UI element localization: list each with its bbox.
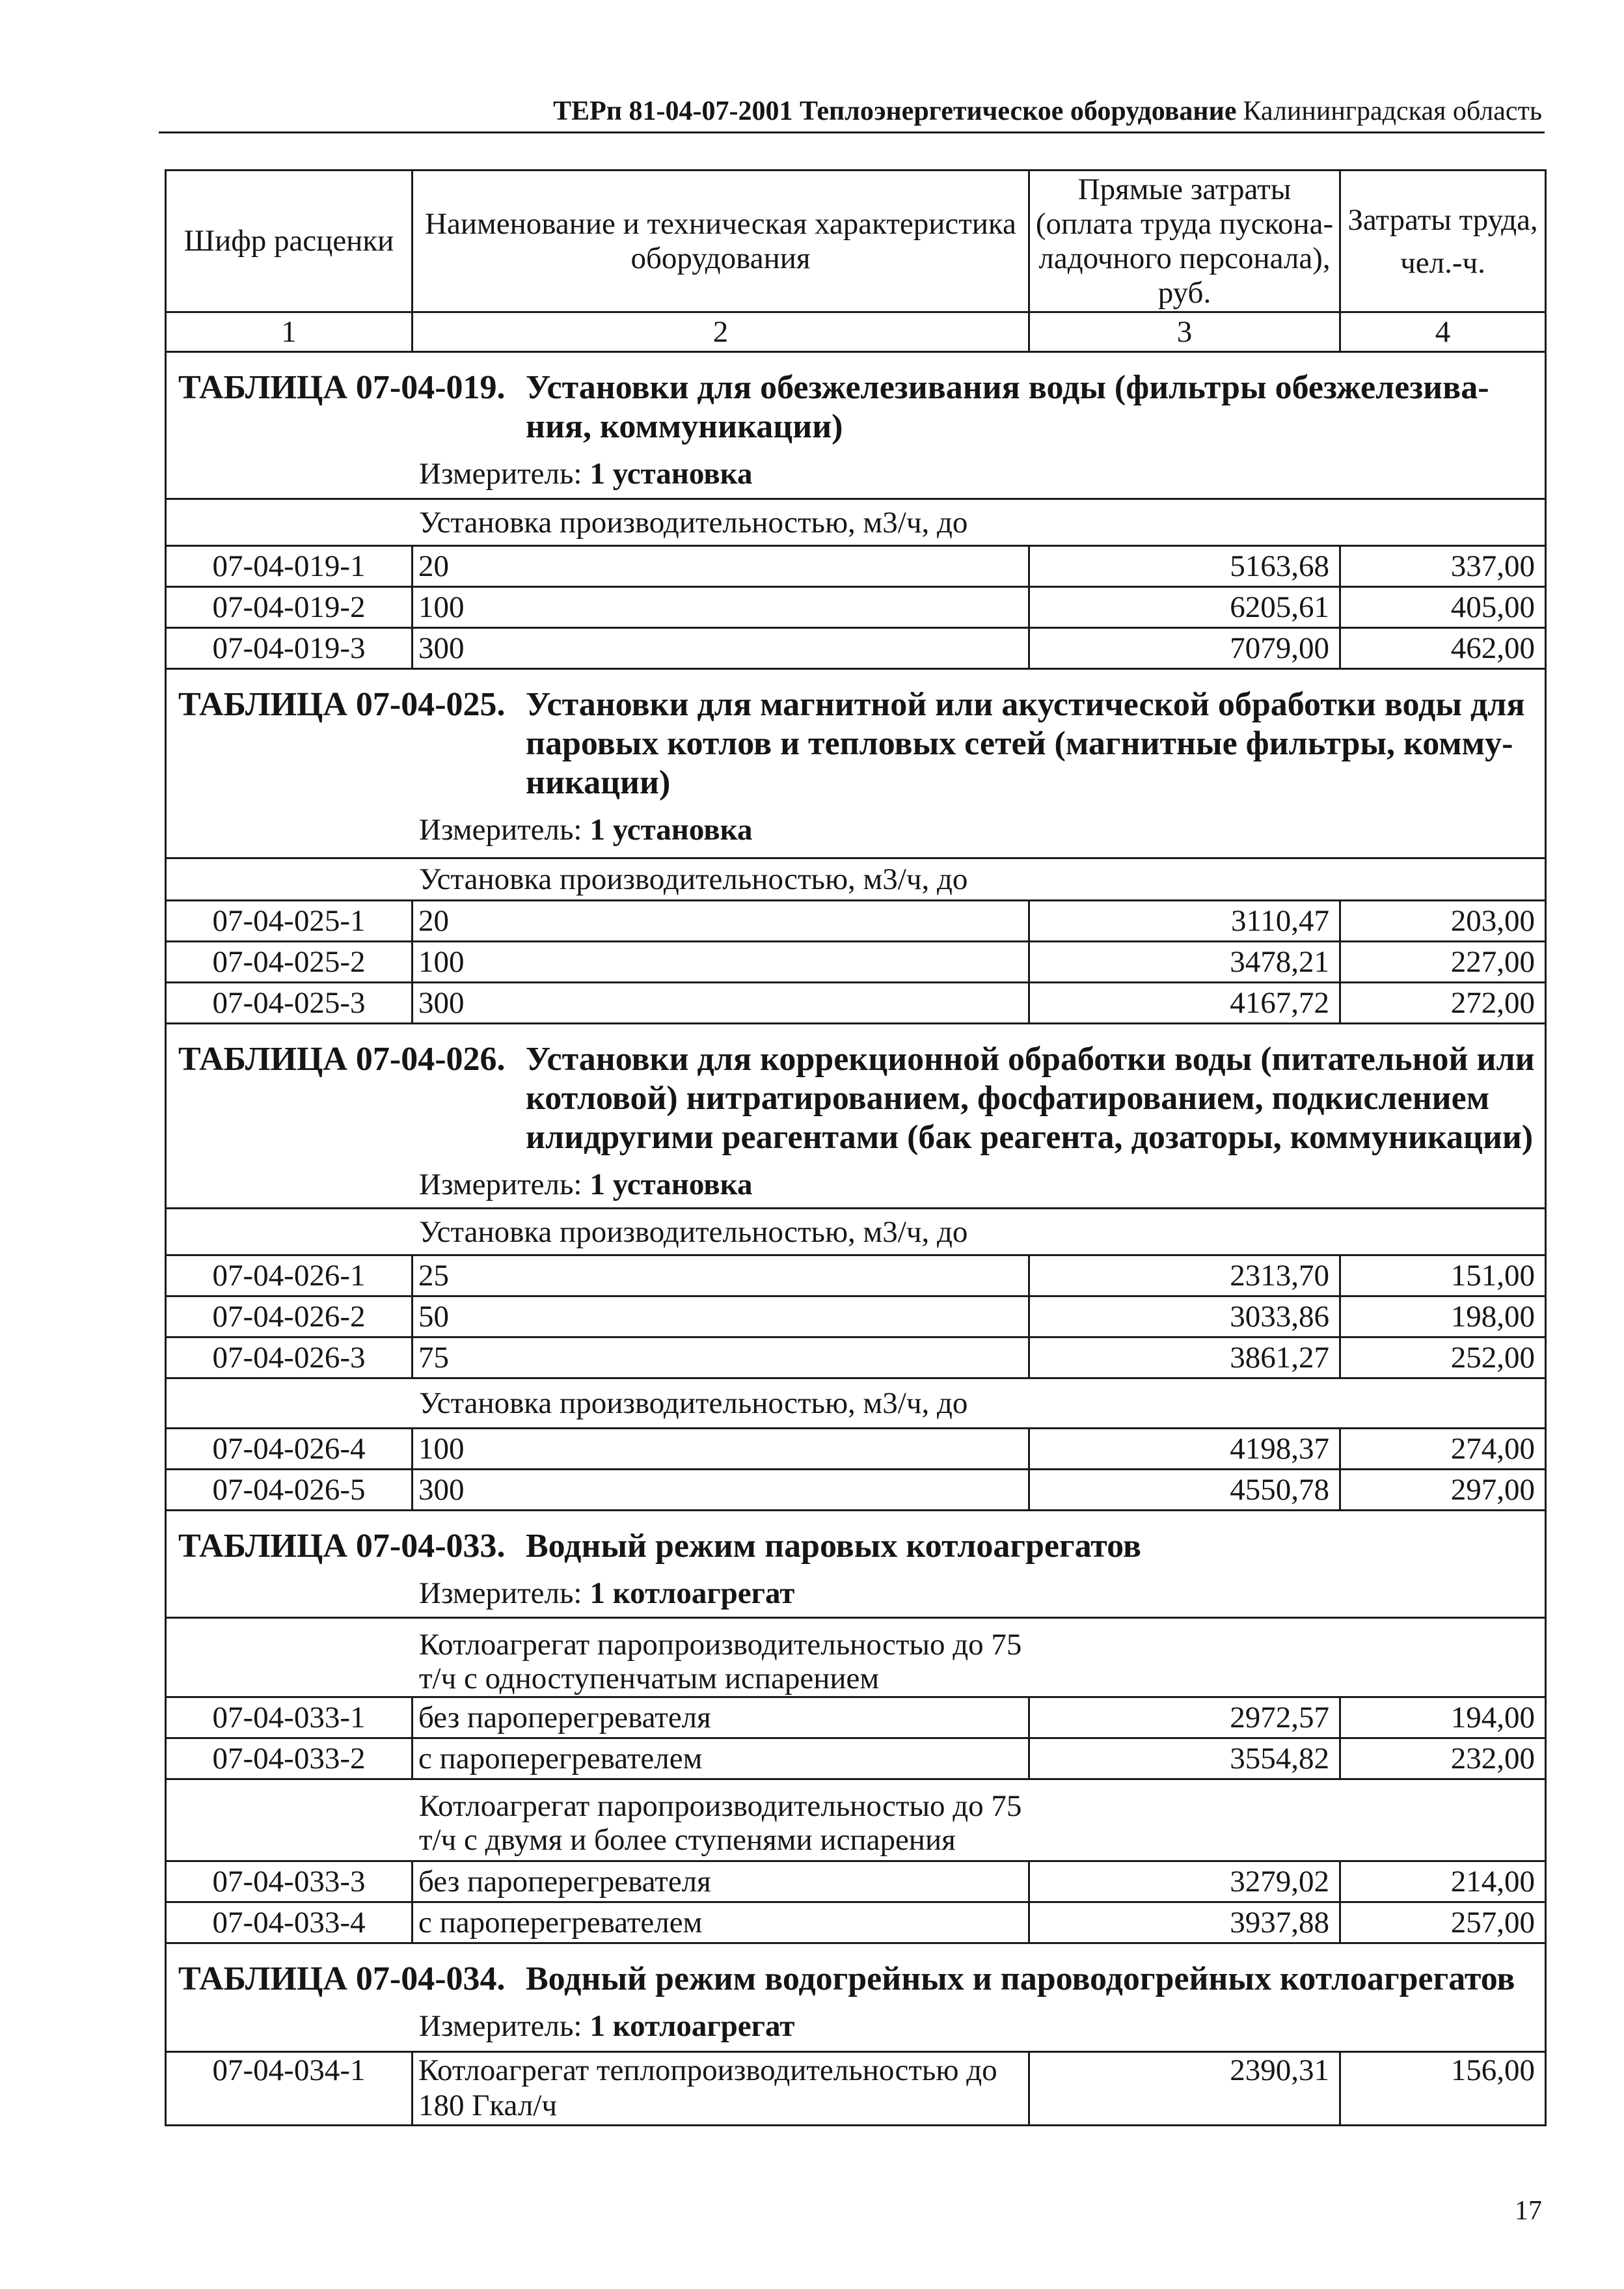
table-row (167, 1862, 1545, 1903)
table-title-line: илидругими реагентами (бак реагента, дозаторы, коммуникации) (526, 1119, 1534, 1156)
labor-cell: 337,00 (1450, 549, 1535, 583)
measure-label: Измеритель: (419, 457, 582, 491)
table-title-line: Водный режим паровых котлоагрегатов (526, 1528, 1141, 1565)
table-label: ТАБЛИЦА 07-04-019. (178, 369, 506, 406)
table-row (167, 1256, 1545, 1297)
table-title-line: котловой) нитратированием, фосфатированием, подкислением (526, 1080, 1490, 1117)
code-cell: 07-04-026-2 (167, 1297, 413, 1336)
direct-costs-cell: 3554,82 (1030, 1739, 1341, 1778)
table-section-header (167, 1024, 1545, 1209)
column-header-line: чел.-ч. (1400, 245, 1485, 280)
measure-label: Измеритель: (419, 1168, 582, 1201)
table-row (167, 1739, 1545, 1780)
name-cell: без пароперегревателя (413, 1862, 1030, 1901)
direct-costs-cell: 5163,68 (1030, 547, 1341, 586)
group-heading-row (167, 1619, 1545, 1698)
name-cell: 100 (413, 942, 1030, 981)
direct-costs-cell: 3937,88 (1030, 1903, 1341, 1942)
labor-cell: 257,00 (1450, 1906, 1535, 1939)
labor-cell: 274,00 (1450, 1432, 1535, 1466)
table-title-line: паровых котлов и тепловых сетей (магнитные фильтры, комму- (526, 725, 1513, 762)
labor-cell: 227,00 (1450, 945, 1535, 979)
code-cell: 07-04-025-1 (167, 901, 413, 940)
name-cell: 300 (413, 983, 1030, 1022)
name-cell-line: 180 Гкал/ч (418, 2089, 557, 2122)
group-heading-row (167, 1209, 1545, 1256)
direct-costs-cell: 3110,47 (1030, 901, 1341, 940)
labor-cell: 252,00 (1450, 1341, 1535, 1375)
labor-cell: 232,00 (1450, 1742, 1535, 1775)
table-row (167, 1338, 1545, 1379)
name-cell: 100 (413, 588, 1030, 627)
code-cell: 07-04-026-3 (167, 1338, 413, 1377)
code-cell: 07-04-033-3 (167, 1862, 413, 1901)
direct-costs-cell: 3279,02 (1030, 1862, 1341, 1901)
table-section-header (167, 1511, 1545, 1619)
table-title (526, 1040, 1545, 1157)
measure-value: 1 установка (589, 457, 753, 491)
code-cell: 07-04-026-5 (167, 1470, 413, 1509)
column-number: 4 (1435, 315, 1451, 349)
code-cell: 07-04-025-3 (167, 983, 413, 1022)
direct-costs-cell: 3478,21 (1030, 942, 1341, 981)
column-number: 2 (413, 313, 1030, 351)
measure-label: Измеритель: (419, 2009, 582, 2043)
table-title (526, 685, 1545, 802)
labor-cell: 405,00 (1450, 590, 1535, 624)
group-heading: Установка производительностью, м3/ч, до (419, 1386, 968, 1420)
table-title-line: Водный режим водогрейных и пароводогрейных котлоагрегатов (526, 1960, 1515, 1997)
direct-costs-cell: 3033,86 (1030, 1297, 1341, 1336)
group-heading-row (167, 859, 1545, 901)
name-cell: с пароперегревателем (413, 1739, 1030, 1778)
running-head-code: ТЕРп 81-04-07-2001 Теплоэнергетическое оборудование (553, 96, 1237, 126)
table-title-line: Установки для коррекционной обработки воды (питательной или (526, 1041, 1535, 1078)
column-header-labor (1341, 171, 1545, 311)
table-row (167, 1429, 1545, 1470)
direct-costs-cell: 2972,57 (1030, 1698, 1341, 1737)
measure-value: 1 котлоагрегат (589, 2009, 795, 2043)
measure-unit (419, 812, 1545, 848)
column-header-direct-costs (1030, 171, 1341, 311)
table-row (167, 588, 1545, 629)
column-header-line: оборудования (630, 241, 811, 275)
table-section-header (167, 1944, 1545, 2053)
code-cell: 07-04-019-2 (167, 588, 413, 627)
table-title-line: Установки для обезжелезивания воды (фильтры обезжелезива- (526, 369, 1489, 406)
group-heading: Установка производительностью, м3/ч, до (419, 505, 968, 540)
column-number: 3 (1030, 313, 1341, 351)
table-label: ТАБЛИЦА 07-04-025. (178, 686, 506, 723)
header-divider (159, 131, 1545, 133)
table-row (167, 983, 1545, 1024)
group-heading: Установка производительностью, м3/ч, до (419, 862, 968, 896)
running-head (553, 95, 1542, 128)
code-cell: 07-04-033-1 (167, 1698, 413, 1737)
group-heading-row (167, 1780, 1545, 1862)
column-header-line: руб. (1157, 275, 1211, 310)
measure-value: 1 установка (589, 813, 753, 847)
column-number: 1 (167, 313, 413, 351)
group-heading: Котлоагрегат паропроизводительностыо до 75 (419, 1789, 1022, 1823)
measure-value: 1 установка (589, 1168, 753, 1201)
table-row (167, 1903, 1545, 1944)
column-header-code (167, 171, 413, 311)
labor-cell: 462,00 (1450, 631, 1535, 665)
direct-costs-cell: 7079,00 (1030, 629, 1341, 668)
measure-label: Измеритель: (419, 813, 582, 847)
labor-cell: 214,00 (1450, 1865, 1535, 1898)
table-title-line: Установки для магнитной или акустической обработки воды для (526, 686, 1525, 723)
table-row (167, 1297, 1545, 1338)
labor-cell: 297,00 (1450, 1473, 1535, 1507)
column-header-line: Прямые затраты (1077, 172, 1292, 206)
table-row (167, 942, 1545, 983)
table-header-row (167, 171, 1545, 313)
table-label: ТАБЛИЦА 07-04-033. (178, 1528, 506, 1565)
group-heading: Установка производительностью, м3/ч, до (419, 1214, 968, 1249)
table-section-header (167, 670, 1545, 859)
name-cell: 75 (413, 1338, 1030, 1377)
labor-cell: 272,00 (1450, 986, 1535, 1020)
direct-costs-cell: 6205,61 (1030, 588, 1341, 627)
table-row (167, 1698, 1545, 1739)
column-header-line: Наименование и техническая характеристика (425, 206, 1016, 241)
code-cell: 07-04-033-2 (167, 1739, 413, 1778)
direct-costs-cell: 2313,70 (1030, 1256, 1341, 1295)
table-row (167, 1470, 1545, 1511)
code-cell: 07-04-019-1 (167, 547, 413, 586)
table-title-line: никации) (526, 764, 671, 801)
measure-label: Измеритель: (419, 1576, 582, 1610)
labor-cell: 194,00 (1450, 1701, 1535, 1734)
code-cell: 07-04-033-4 (167, 1903, 413, 1942)
code-cell: 07-04-034-1 (167, 2053, 413, 2124)
column-number-row (167, 313, 1545, 353)
name-cell: 300 (413, 1470, 1030, 1509)
running-head-region: Калининградская область (1243, 96, 1542, 126)
name-cell: 20 (413, 547, 1030, 586)
direct-costs-cell: 2390,31 (1030, 2053, 1341, 2124)
table-title-line: ния, коммуникации) (526, 408, 843, 445)
table-label: ТАБЛИЦА 07-04-034. (178, 1960, 506, 1997)
table-title (526, 1960, 1545, 1999)
code-cell: 07-04-025-2 (167, 942, 413, 981)
direct-costs-cell: 4167,72 (1030, 983, 1341, 1022)
name-cell: 25 (413, 1256, 1030, 1295)
name-cell: 50 (413, 1297, 1030, 1336)
name-cell: 300 (413, 629, 1030, 668)
column-header-line: ладочного персонала), (1038, 241, 1331, 275)
measure-unit (419, 2008, 1545, 2044)
name-cell: с пароперегревателем (413, 1903, 1030, 1942)
table-label: ТАБЛИЦА 07-04-026. (178, 1041, 506, 1078)
column-header-line: (оплата труда пускона- (1035, 206, 1334, 241)
name-cell-line: Котлоагрегат теплопроизводительностью до (418, 2053, 997, 2087)
group-heading: т/ч с одноступенчатым испарением (419, 1662, 880, 1695)
labor-cell: 151,00 (1450, 1259, 1535, 1293)
name-cell: 20 (413, 901, 1030, 940)
labor-cell: 156,00 (1450, 2053, 1535, 2087)
column-header-line: Шифр расценки (183, 224, 394, 258)
direct-costs-cell: 3861,27 (1030, 1338, 1341, 1377)
table-row (167, 2053, 1545, 2126)
code-cell: 07-04-026-4 (167, 1429, 413, 1468)
table-row (167, 547, 1545, 588)
code-cell: 07-04-026-1 (167, 1256, 413, 1295)
rates-table (165, 169, 1547, 2126)
group-heading-row (167, 500, 1545, 547)
column-header-name (413, 171, 1030, 311)
measure-unit (419, 1575, 1545, 1611)
labor-cell: 198,00 (1450, 1300, 1535, 1334)
labor-cell: 203,00 (1450, 904, 1535, 938)
group-heading-row (167, 1379, 1545, 1429)
measure-value: 1 котлоагрегат (589, 1576, 795, 1610)
table-row (167, 629, 1545, 670)
measure-unit (419, 1166, 1545, 1203)
column-header-line: Затраты труда, (1347, 202, 1538, 237)
group-heading: т/ч с двумя и более ступенями испарения (419, 1823, 956, 1857)
name-cell (413, 2053, 1030, 2124)
table-section-header (167, 353, 1545, 500)
page-number: 17 (1515, 2196, 1542, 2226)
table-title (526, 1527, 1545, 1566)
name-cell: без пароперегревателя (413, 1698, 1030, 1737)
direct-costs-cell: 4550,78 (1030, 1470, 1341, 1509)
direct-costs-cell: 4198,37 (1030, 1429, 1341, 1468)
name-cell: 100 (413, 1429, 1030, 1468)
table-title (526, 368, 1545, 446)
group-heading: Котлоагрегат паропроизводительностыо до 75 (419, 1628, 1022, 1662)
code-cell: 07-04-019-3 (167, 629, 413, 668)
table-row (167, 901, 1545, 942)
measure-unit (419, 456, 1545, 492)
